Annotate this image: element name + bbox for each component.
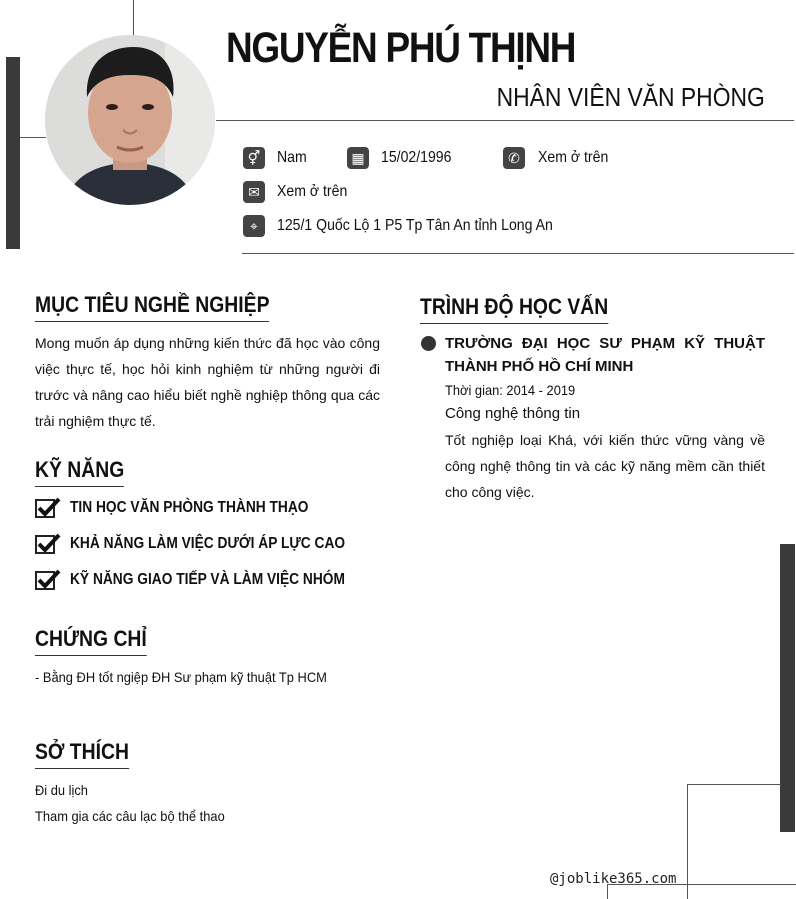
birthday-value: 15/02/1996 — [381, 149, 452, 166]
gender-icon: ⚥ — [243, 147, 265, 169]
skill-item: TIN HỌC VĂN PHÒNG THÀNH THẠO — [70, 499, 309, 516]
calendar-icon: ▦ — [347, 147, 369, 169]
skill-item: KHẢ NĂNG LÀM VIỆC DƯỚI ÁP LỰC CAO — [70, 535, 346, 552]
email-icon: ✉ — [243, 181, 265, 203]
frame-line — [687, 784, 781, 785]
header-rule-bottom — [242, 253, 794, 254]
top-divider-line — [133, 0, 134, 36]
address-value: 125/1 Quốc Lộ 1 P5 Tp Tân An tỉnh Long An — [277, 217, 553, 234]
phone-icon: ✆ — [503, 147, 525, 169]
education-title: TRÌNH ĐỘ HỌC VẤN — [420, 294, 608, 324]
location-icon: ⌖ — [243, 215, 265, 237]
hobby-item: Tham gia các câu lạc bộ thể thao — [35, 808, 225, 824]
hobbies-title: SỞ THÍCH — [35, 739, 129, 769]
checkbox-icon — [35, 569, 61, 591]
hobby-item: Đi du lịch — [35, 782, 88, 798]
avatar — [45, 35, 215, 205]
photo-connector-line — [20, 137, 46, 138]
checkbox-icon — [35, 533, 61, 555]
frame-line — [687, 784, 688, 899]
skills-title: KỸ NĂNG — [35, 457, 124, 487]
job-title: NHÂN VIÊN VĂN PHÒNG — [496, 82, 765, 112]
education-major: Công nghệ thông tin — [445, 405, 581, 422]
education-period: Thời gian: 2014 - 2019 — [445, 382, 576, 398]
objective-text: Mong muốn áp dụng những kiến thức đã học vào công việc thực tế, học hỏi kinh nghiệm từ những người đi trước và nâng cao hiểu biết nghề nghiệp thông qua các trải nghiệm thực tế. — [35, 335, 380, 429]
certificate-item: - Bằng ĐH tốt ngiệp ĐH Sư phạm kỹ thuật Tp HCM — [35, 669, 327, 685]
gender-value: Nam — [277, 149, 307, 166]
bullet-dot-icon — [421, 336, 436, 351]
objective-title: MỤC TIÊU NGHỀ NGHIỆP — [35, 292, 269, 322]
school-name: TRƯỜNG ĐẠI HỌC SƯ PHẠM KỸ THUẬT THÀNH PHỐ HỒ CHÍ MINH — [445, 335, 765, 375]
phone-value: Xem ở trên — [538, 149, 609, 166]
watermark: @joblike365.com — [550, 871, 677, 887]
email-value: Xem ở trên — [277, 183, 348, 200]
skill-item: KỸ NĂNG GIAO TIẾP VÀ LÀM VIỆC NHÓM — [70, 571, 345, 588]
candidate-name: NGUYỄN PHÚ THỊNH — [226, 24, 576, 72]
header-rule-top — [216, 120, 794, 121]
certificates-title: CHỨNG CHỈ — [35, 626, 147, 656]
avatar-portrait — [45, 35, 215, 205]
right-accent-bar — [780, 544, 795, 832]
left-accent-bar — [6, 57, 20, 249]
checkbox-icon — [35, 497, 61, 519]
education-description: Tốt nghiệp loại Khá, với kiến thức vững vàng về công nghệ thông tin và các kỹ năng mềm cần thiết cho công việc. — [445, 432, 765, 500]
